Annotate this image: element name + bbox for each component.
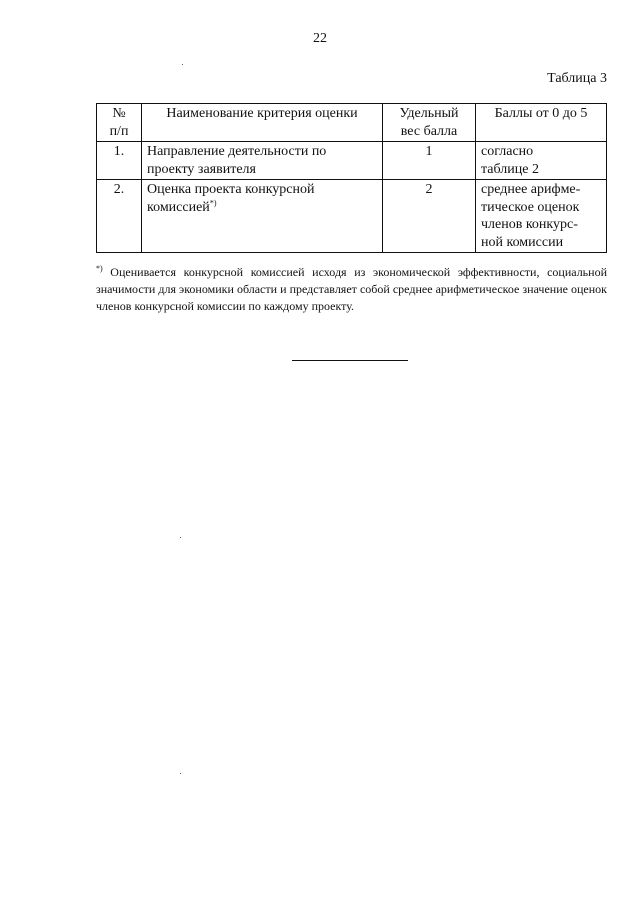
header-number-line2: п/п — [109, 123, 129, 139]
footnote-reference-mark: *) — [209, 197, 217, 207]
header-score: Баллы от 0 до 5 — [476, 104, 607, 142]
row-score-line: среднее арифме- — [481, 182, 581, 197]
row-weight: 2 — [383, 180, 476, 253]
scan-speck — [182, 64, 183, 65]
page-number: 22 — [313, 31, 327, 46]
header-weight-line1: Удельный — [399, 106, 459, 121]
footnote — [96, 264, 607, 314]
criteria-table — [96, 103, 607, 253]
footnote-mark: *) — [96, 264, 103, 273]
row-score-line: согласно — [481, 144, 534, 159]
row-score-line: тическое оценок — [481, 199, 580, 215]
table-row — [97, 180, 607, 253]
end-separator-line — [292, 360, 408, 361]
header-weight-line2: вес балла — [400, 123, 458, 139]
table-caption: Таблица 3 — [547, 71, 607, 86]
header-weight — [383, 104, 476, 142]
table-row — [97, 142, 607, 180]
header-number — [97, 104, 142, 142]
header-criterion-name: Наименование критерия оценки — [142, 104, 383, 142]
row-criterion-name — [142, 142, 383, 180]
table-header-row — [97, 104, 607, 142]
row-number: 2. — [97, 180, 142, 253]
row-score-line: таблице 2 — [481, 161, 539, 177]
scan-speck — [180, 537, 181, 538]
row-name-line: Направление деятельности по — [147, 144, 327, 159]
row-name-line: проекту заявителя — [147, 161, 256, 177]
row-criterion-name — [142, 180, 383, 253]
row-weight: 1 — [383, 142, 476, 180]
row-score-line: ной комиссии — [481, 234, 564, 250]
row-name-line: Оценка проекта конкурсной — [147, 182, 315, 197]
row-score — [476, 180, 607, 253]
scan-speck — [180, 773, 181, 774]
row-name-line: комиссией — [147, 199, 210, 215]
row-number: 1. — [97, 142, 142, 180]
footnote-text: Оценивается конкурсной комиссией исходя из экономической эффективности, социальной значимости для экономики области и представляет собой среднее арифметическое значение оценок членов конкурсной комиссии по каждому проекту. — [96, 265, 607, 313]
header-number-line1: № — [112, 106, 126, 121]
row-score-line: членов конкурс- — [481, 217, 578, 232]
row-score — [476, 142, 607, 180]
